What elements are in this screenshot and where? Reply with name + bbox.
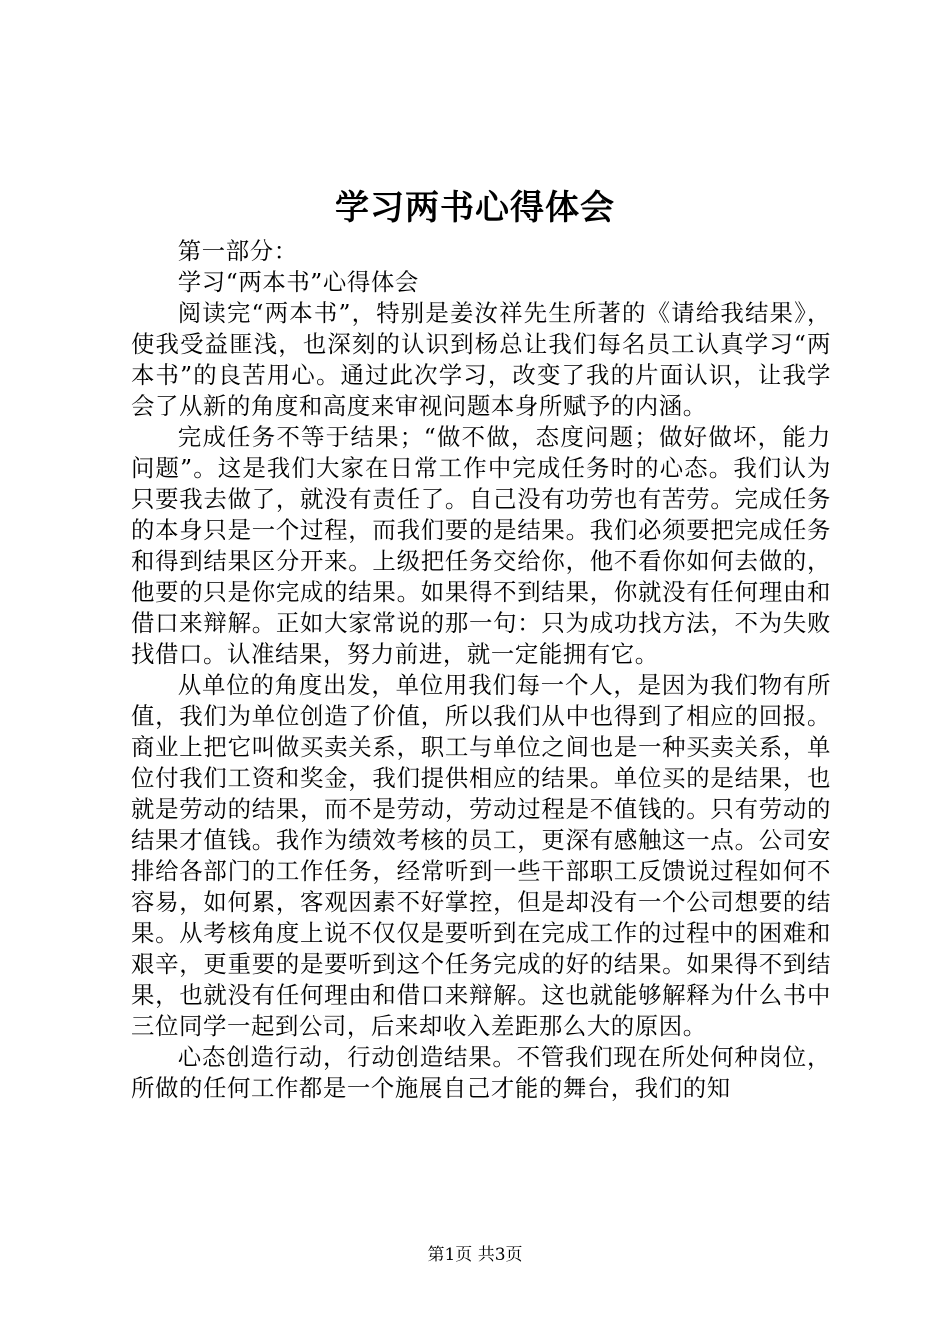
paragraph: 学习“两本书”心得体会 — [177, 268, 419, 296]
paragraph: 从单位的角度出发，单位用我们每一个人，是因为我们物有所值，我们为单位创造了价值，所以我们从中也得到了相应的回报。商业上把它叫做买卖关系，职工与单位之间也是一种买卖关系，单位付我们工资和奖金，我们提供相应的结果。单位买的是结果，也就是劳动的结果，而不是劳动，劳动过程是不值钱的。只有劳动的结果才值钱。我作为绩效考核的员工，更深有感触这一点。公司安排给各部门的工作任务，经常听到一些干部职工反馈说过程如何不容易，如何累，客观因素不好掌控，但是却没有一个公司想要的结果。从考核角度上说不仅仅是要听到在完成工作的过程中的困难和艰辛，更重要的是要听到这个任务完成的好的结果。如果得不到结果，也就没有任何理由和借口来辩解。这也就能够解释为什么书中三位同学一起到公司，后来却收入差距那么大的原因。 — [131, 671, 831, 1040]
paragraph: 阅读完“两本书”，特别是姜汝祥先生所著的《请给我结果》，使我受益匪浅，也深刻的认识到杨总让我们每名员工认真学习“两本书”的良苦用心。通过此次学习，改变了我的片面认识，让我学会了从新的角度和高度来审视问题本身所赋予的内涵。 — [131, 299, 831, 420]
paragraph: 第一部分： — [177, 237, 298, 265]
paragraph: 心态创造行动，行动创造结果。不管我们现在所处何种岗位，所做的任何工作都是一个施展自己才能的舞台，我们的知 — [131, 1043, 831, 1102]
paragraph: 完成任务不等于结果；“做不做，态度问题；做好做坏，能力问题”。这是我们大家在日常工作中完成任务时的心态。我们认为只要我去做了，就没有责任了。自己没有功劳也有苦劳。完成任务的本身只是一个过程，而我们要的是结果。我们必须要把完成任务和得到结果区分开来。上级把任务交给你，他不看你如何去做的，他要的只是你完成的结果。如果得不到结果，你就没有任何理由和借口来辩解。正如大家常说的那一句：只为成功找方法，不为失败找借口。认准结果，努力前进，就一定能拥有它。 — [131, 423, 831, 668]
page-footer: 第1页 共3页 — [427, 1245, 523, 1265]
document-body — [131, 236, 831, 1104]
document-title: 学习两书心得体会 — [335, 188, 615, 228]
